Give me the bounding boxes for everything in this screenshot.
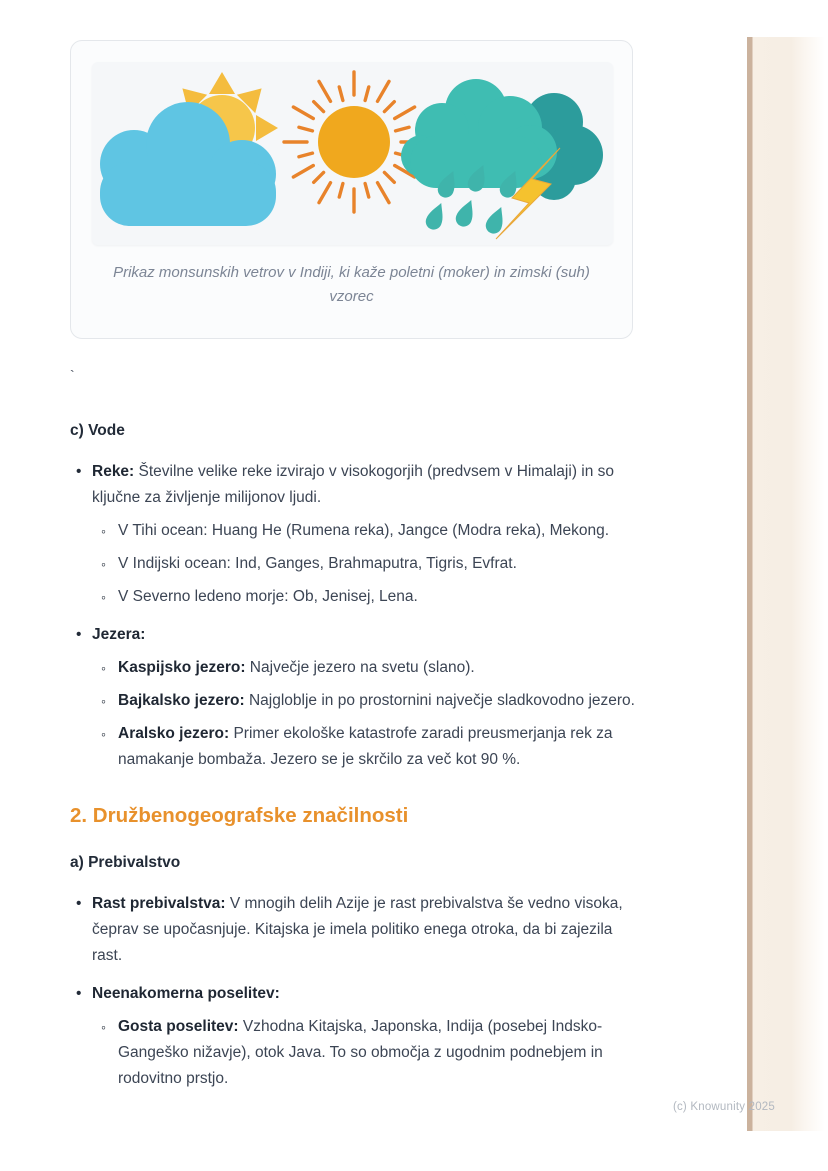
document-page [70,0,645,1092]
weather-illustration-svg [92,62,613,245]
vode-list [70,459,645,773]
list-subitem [92,1014,645,1092]
poselitev-sublist [92,1014,645,1092]
list-subitem-lead: Bajkalsko jezero: [118,692,245,709]
list-subitem-lead: Kaspijsko jezero: [118,659,246,676]
list-subitem-text: V Severno ledeno morje: Ob, Jenisej, Lena. [118,588,418,605]
reke-sublist [92,518,645,610]
list-item-poselitev [70,981,645,1092]
jezera-sublist [92,655,645,773]
list-subitem [92,688,645,714]
list-item-lead: Jezera: [92,626,146,643]
list-item-lead: Rast prebivalstva: [92,895,226,912]
list-subitem-text: Primer ekološke katastrofe zaradi preusmerjanja rek za namakanje bombaža. Jezero se je skrčilo za več kot 90 %. [118,725,613,768]
list-item-text: Številne velike reke izvirajo v visokogorjih (predvsem v Himalaji) in so ključne za življenje milijonov ljudi. [92,463,615,506]
list-subitem [92,518,645,544]
sun-icon [284,72,424,212]
prebivalstvo-list [70,891,645,1092]
list-subitem-text: V Tihi ocean: Huang He (Rumena reka), Jangce (Modra reka), Mekong. [118,522,610,539]
section-title-vode: c) Vode [70,422,125,439]
list-subitem-lead: Aralsko jezero: [118,725,230,742]
list-subitem-text: Najgloblje in po prostornini največje sladkovodno jezero. [244,692,635,709]
list-subitem-text: Vzhodna Kitajska, Japonska, Indija (posebej Indsko-Gangeško nižavje), otok Java. To so območja z ugodnim podnebjem in rodovitno prstjo. [118,1018,603,1087]
list-subitem [92,655,645,681]
list-item-text: V mnogih delih Azije je rast prebivalstva še vedno visoka, čeprav se upočasnjuje. Kitajska je imela politiko enega otroka, da bi zajezila rast. [92,895,623,964]
list-subitem-text: Največje jezero na svetu (slano). [245,659,475,676]
list-item-reke [70,459,645,610]
list-subitem-lead: Gosta poselitev: [118,1018,239,1035]
section-title-druzbenogeografske: 2. Družbenogeografske značilnosti [70,804,409,827]
copyright-watermark: (c) Knowunity 2025 [672,1101,775,1113]
page-edge-stripe [747,37,828,1131]
storm-cloud-icon [401,79,603,239]
list-subitem [92,584,645,610]
sun-behind-cloud-icon [100,72,278,226]
stray-backtick: ` [70,367,75,383]
figure-card [70,40,633,339]
list-item-lead: Neenakomerna poselitev: [92,985,280,1002]
list-item-rast [70,891,645,969]
list-subitem [92,721,645,773]
figure-caption: Prikaz monsunskih vetrov v Indiji, ki kaže poletni (moker) in zimski (suh) vzorec [113,264,590,305]
list-item-jezera [70,622,645,773]
list-subitem-text: V Indijski ocean: Ind, Ganges, Brahmaputra, Tigris, Evfrat. [118,555,517,572]
list-subitem [92,551,645,577]
weather-illustration[interactable] [92,62,613,245]
list-item-lead: Reke: [92,463,135,480]
section-subtitle-prebivalstvo: a) Prebivalstvo [70,854,181,871]
